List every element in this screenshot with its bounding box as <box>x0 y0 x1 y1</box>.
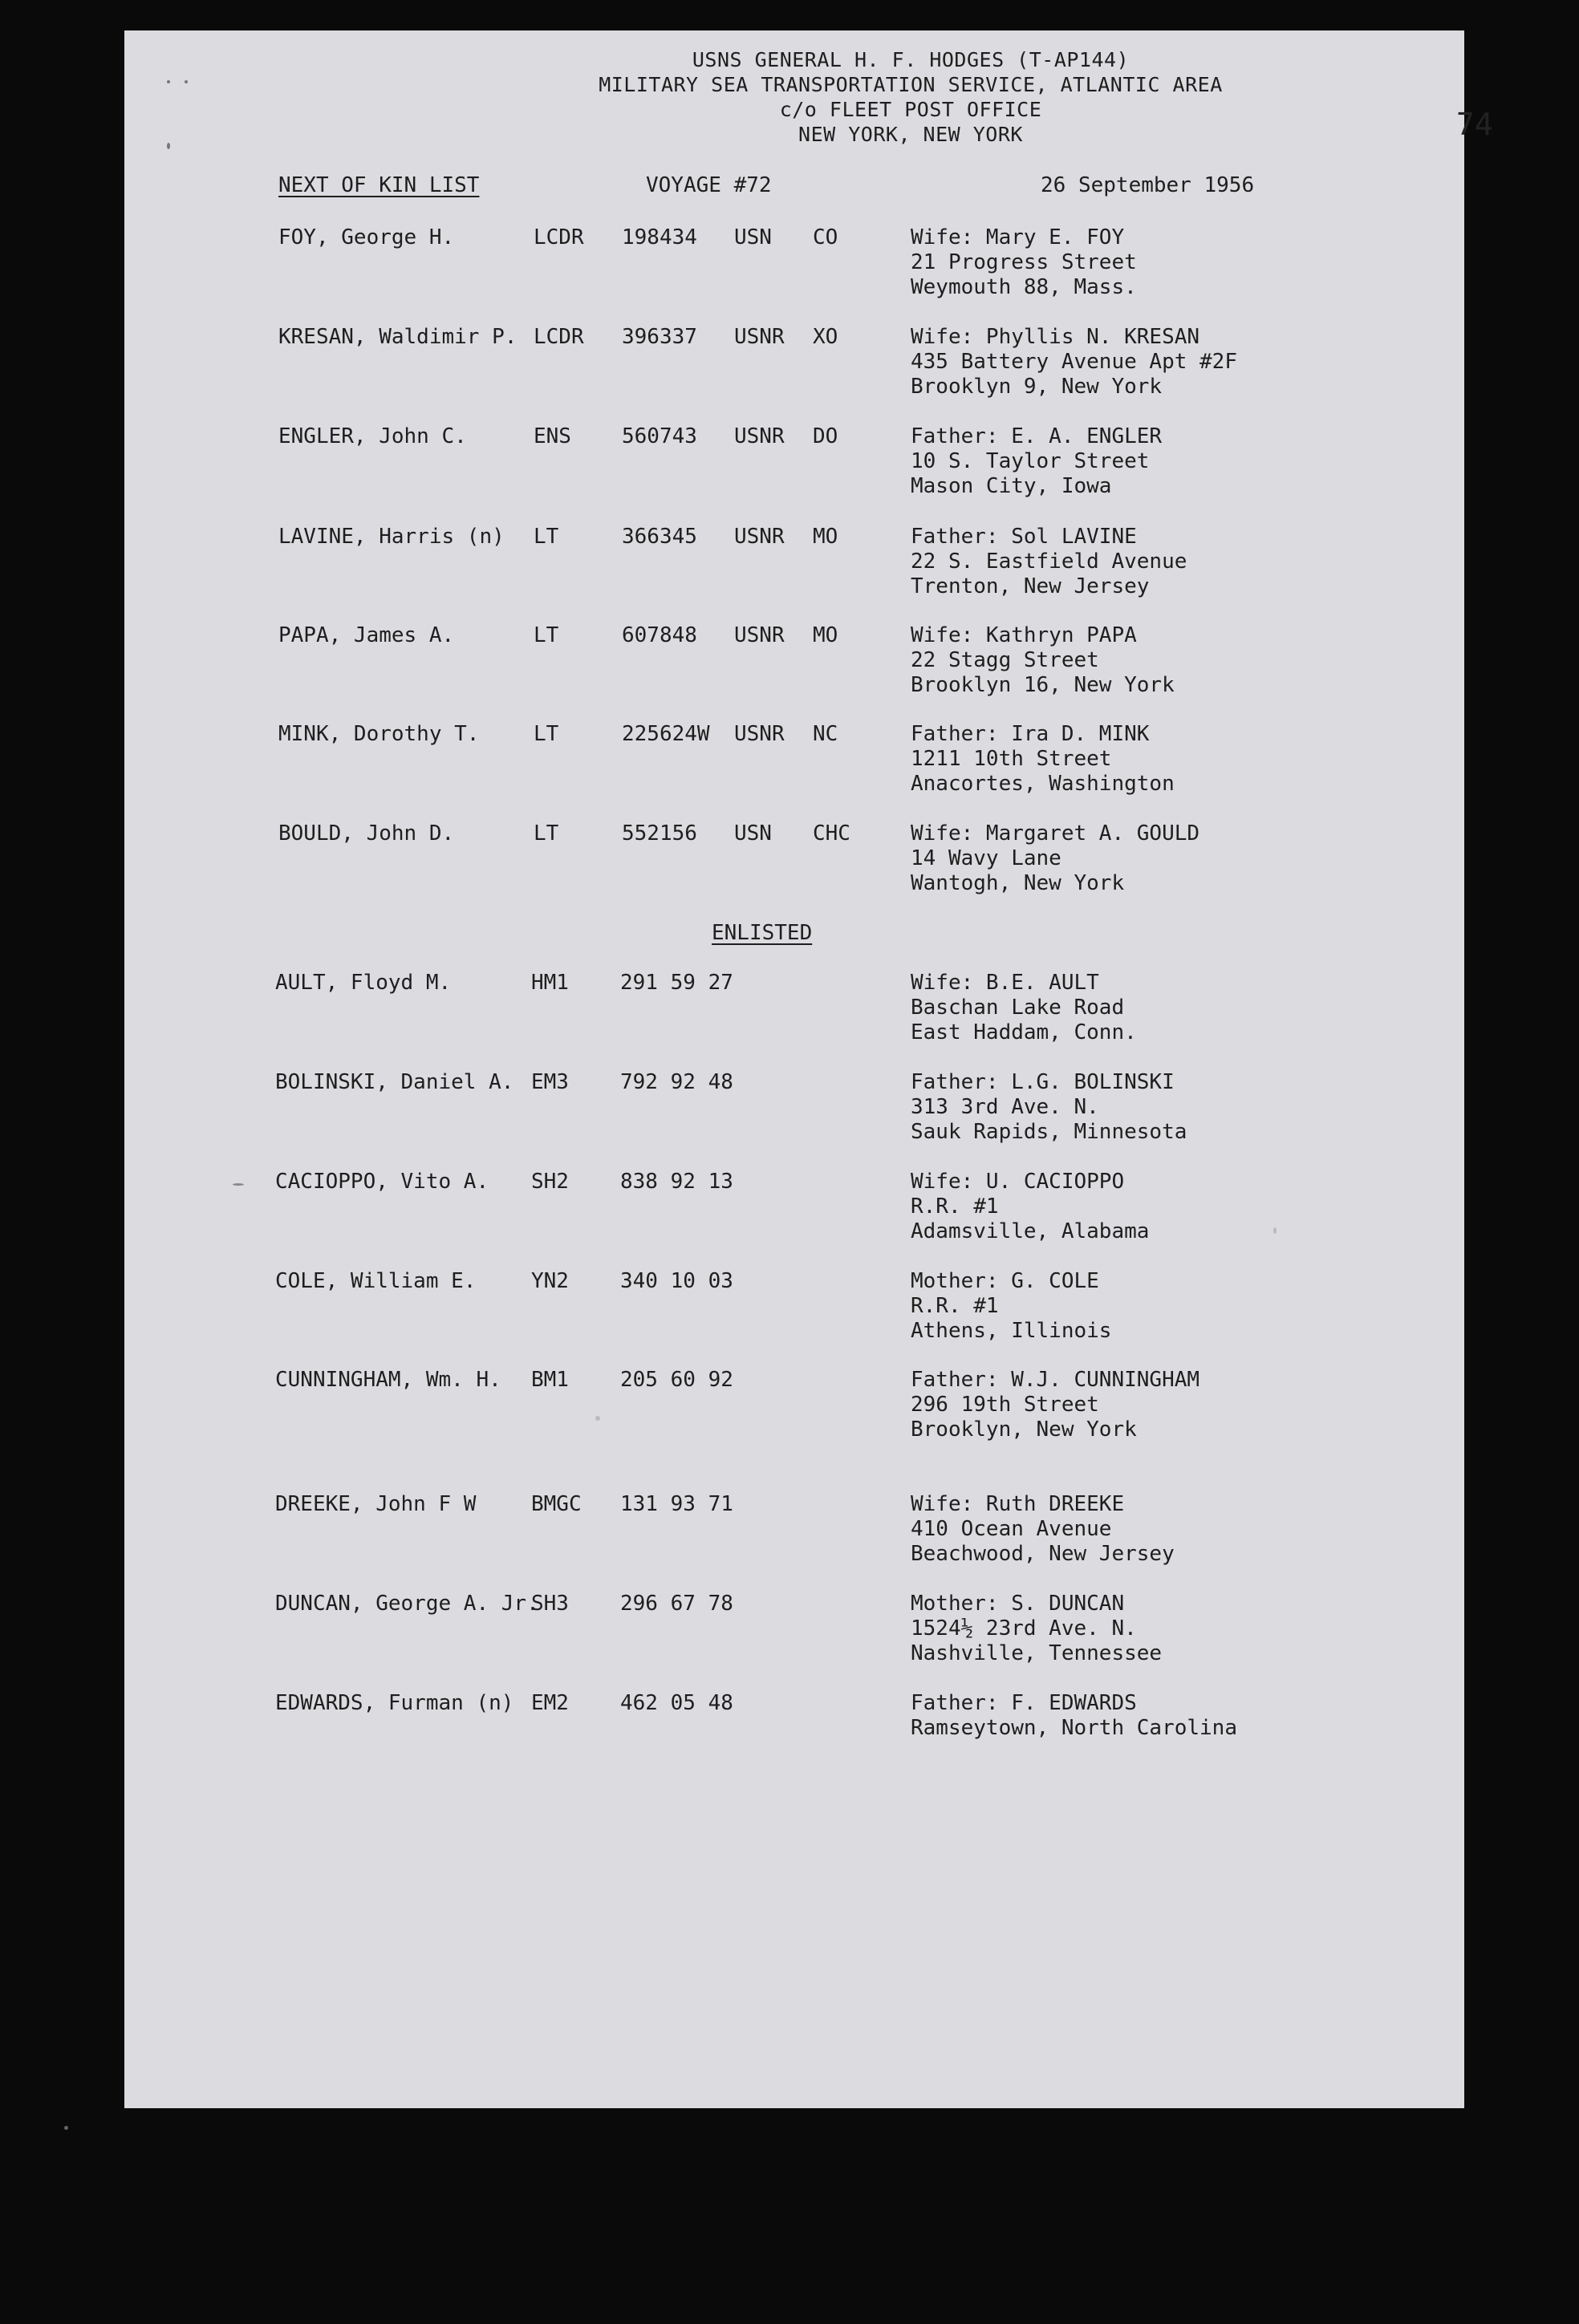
officer-rank: LCDR <box>534 225 584 249</box>
next-of-kin-line: Wife: U. CACIOPPO <box>911 1170 1125 1194</box>
next-of-kin-address <box>911 424 1162 499</box>
next-of-kin-address <box>911 1269 1111 1344</box>
next-of-kin-line: 1524½ 23rd Ave. N. <box>911 1616 1137 1641</box>
enlisted-rate: BM1 <box>531 1368 569 1392</box>
next-of-kin-line: 410 Ocean Avenue <box>911 1517 1112 1541</box>
next-of-kin-line: Father: L.G. BOLINSKI <box>911 1070 1175 1094</box>
officer-rank: LT <box>534 821 559 846</box>
next-of-kin-line: 22 Stagg Street <box>911 648 1099 672</box>
next-of-kin-line: Father: F. EDWARDS <box>911 1691 1137 1715</box>
enlisted-service-number: 205 60 92 <box>620 1368 733 1392</box>
next-of-kin-line: Athens, Illinois <box>911 1319 1112 1343</box>
film-speck <box>167 80 170 83</box>
officer-name: LAVINE, Harris (n) <box>278 525 505 549</box>
officer-service: USNR <box>734 722 785 746</box>
enlisted-service-number: 340 10 03 <box>620 1269 733 1293</box>
officer-service: USNR <box>734 525 785 549</box>
enlisted-name: DREEKE, John F W <box>275 1492 477 1516</box>
officer-rank: LT <box>534 623 559 647</box>
officer-rank: LT <box>534 722 559 746</box>
officer-billet: DO <box>813 424 838 448</box>
officer-service: USNR <box>734 424 785 448</box>
officer-service-number: 552156 <box>622 821 697 846</box>
header-ship-name: USNS GENERAL H. F. HODGES (T-AP144) <box>692 48 1130 71</box>
next-of-kin-line: East Haddam, Conn. <box>911 1020 1137 1044</box>
enlisted-name: CUNNINGHAM, Wm. H. <box>275 1368 501 1392</box>
next-of-kin-line: Father: Sol LAVINE <box>911 525 1137 549</box>
officer-name: ENGLER, John C. <box>278 424 467 448</box>
next-of-kin-line: Father: E. A. ENGLER <box>911 424 1163 448</box>
officer-rank: ENS <box>534 424 571 448</box>
enlisted-name: COLE, William E. <box>275 1269 477 1293</box>
next-of-kin-line: 296 19th Street <box>911 1393 1099 1417</box>
officer-name: KRESAN, Waldimir P. <box>278 325 518 349</box>
officer-service: USNR <box>734 325 785 349</box>
next-of-kin-address <box>911 722 1175 797</box>
next-of-kin-line: R.R. #1 <box>911 1194 999 1219</box>
next-of-kin-line: 14 Wavy Lane <box>911 846 1061 870</box>
officer-billet: NC <box>813 722 838 746</box>
header-post-office: c/o FLEET POST OFFICE <box>779 98 1042 121</box>
document-page <box>124 30 1493 2108</box>
list-date: 26 September 1956 <box>1041 173 1255 197</box>
next-of-kin-line: Mother: S. DUNCAN <box>911 1592 1125 1616</box>
next-of-kin-line: 10 S. Taylor Street <box>911 449 1150 473</box>
enlisted-rate: SH2 <box>531 1170 569 1194</box>
next-of-kin-line: Wife: Ruth DREEKE <box>911 1492 1125 1516</box>
next-of-kin-address <box>911 1368 1199 1442</box>
film-speck <box>167 143 170 149</box>
next-of-kin-line: Wife: Mary E. FOY <box>911 225 1125 249</box>
next-of-kin-line: Anacortes, Washington <box>911 772 1175 796</box>
header-service: MILITARY SEA TRANSPORTATION SERVICE, ATLANTIC AREA <box>599 73 1223 96</box>
officer-billet: XO <box>813 325 838 349</box>
next-of-kin-address <box>911 1492 1175 1567</box>
next-of-kin-address <box>911 1070 1187 1145</box>
next-of-kin-address <box>911 821 1199 896</box>
list-title: NEXT OF KIN LIST <box>278 173 480 197</box>
officer-service: USN <box>734 225 772 249</box>
next-of-kin-line: Mason City, Iowa <box>911 474 1112 498</box>
header-city: NEW YORK, NEW YORK <box>798 123 1023 146</box>
next-of-kin-line: Weymouth 88, Mass. <box>911 275 1137 299</box>
enlisted-name: EDWARDS, Furman (n) <box>275 1691 514 1715</box>
next-of-kin-address <box>911 1691 1237 1741</box>
next-of-kin-address <box>911 525 1187 599</box>
enlisted-rate: HM1 <box>531 971 569 995</box>
next-of-kin-line: Father: W.J. CUNNINGHAM <box>911 1368 1200 1392</box>
next-of-kin-line: R.R. #1 <box>911 1294 999 1318</box>
officer-service-number: 396337 <box>622 325 697 349</box>
enlisted-service-number: 792 92 48 <box>620 1070 733 1094</box>
officer-billet: MO <box>813 623 838 647</box>
enlisted-name: BOLINSKI, Daniel A. <box>275 1070 514 1094</box>
next-of-kin-line: Father: Ira D. MINK <box>911 722 1150 746</box>
paper-speck <box>1273 1227 1277 1234</box>
next-of-kin-line: Mother: G. COLE <box>911 1269 1099 1293</box>
enlisted-name: CACIOPPO, Vito A. <box>275 1170 489 1194</box>
officer-service: USN <box>734 821 772 846</box>
next-of-kin-line: Baschan Lake Road <box>911 996 1125 1020</box>
enlisted-rate: SH3 <box>531 1592 569 1616</box>
voyage-number: VOYAGE #72 <box>646 173 772 197</box>
enlisted-name: AULT, Floyd M. <box>275 971 452 995</box>
next-of-kin-line: 22 S. Eastfield Avenue <box>911 550 1187 574</box>
officer-service-number: 225624W <box>622 722 710 746</box>
next-of-kin-line: Wantogh, New York <box>911 871 1125 895</box>
enlisted-service-number: 291 59 27 <box>620 971 733 995</box>
officer-service-number: 560743 <box>622 424 697 448</box>
next-of-kin-line: 313 3rd Ave. N. <box>911 1095 1099 1119</box>
next-of-kin-line: Ramseytown, North Carolina <box>911 1716 1237 1740</box>
film-speck <box>64 2126 68 2130</box>
next-of-kin-line: Adamsville, Alabama <box>911 1219 1150 1243</box>
enlisted-rate: EM2 <box>531 1691 569 1715</box>
officer-name: PAPA, James A. <box>278 623 455 647</box>
enlisted-rate: BMGC <box>531 1492 582 1516</box>
officer-rank: LT <box>534 525 559 549</box>
next-of-kin-line: Wife: Margaret A. GOULD <box>911 821 1200 846</box>
next-of-kin-line: Beachwood, New Jersey <box>911 1542 1175 1566</box>
next-of-kin-line: Trenton, New Jersey <box>911 574 1150 598</box>
next-of-kin-line: 435 Battery Avenue Apt #2F <box>911 350 1237 374</box>
page-number: 74 <box>1456 107 1493 142</box>
enlisted-service-number: 838 92 13 <box>620 1170 733 1194</box>
next-of-kin-address <box>911 325 1237 400</box>
film-speck <box>185 80 188 83</box>
officer-service-number: 607848 <box>622 623 697 647</box>
enlisted-service-number: 462 05 48 <box>620 1691 733 1715</box>
paper-speck <box>595 1416 600 1421</box>
enlisted-name: DUNCAN, George A. Jr. <box>275 1592 539 1616</box>
next-of-kin-address <box>911 1592 1162 1666</box>
officer-billet: MO <box>813 525 838 549</box>
officer-service: USNR <box>734 623 785 647</box>
next-of-kin-address <box>911 971 1137 1045</box>
next-of-kin-line: Wife: Kathryn PAPA <box>911 623 1137 647</box>
next-of-kin-address <box>911 623 1175 698</box>
officer-name: MINK, Dorothy T. <box>278 722 480 746</box>
officer-billet: CHC <box>813 821 850 846</box>
next-of-kin-line: Brooklyn 9, New York <box>911 375 1163 399</box>
next-of-kin-line: Nashville, Tennessee <box>911 1641 1163 1665</box>
next-of-kin-line: Brooklyn, New York <box>911 1418 1137 1442</box>
next-of-kin-line: Brooklyn 16, New York <box>911 673 1175 697</box>
officer-name: BOULD, John D. <box>278 821 455 846</box>
next-of-kin-line: 1211 10th Street <box>911 747 1112 771</box>
next-of-kin-address <box>911 1170 1149 1244</box>
enlisted-heading: ENLISTED <box>712 921 813 945</box>
next-of-kin-line: Wife: B.E. AULT <box>911 971 1099 995</box>
next-of-kin-line: 21 Progress Street <box>911 250 1137 274</box>
officer-billet: CO <box>813 225 838 249</box>
officer-rank: LCDR <box>534 325 584 349</box>
film-speck <box>233 1183 244 1186</box>
officer-name: FOY, George H. <box>278 225 455 249</box>
officer-service-number: 366345 <box>622 525 697 549</box>
next-of-kin-address <box>911 225 1137 300</box>
enlisted-service-number: 296 67 78 <box>620 1592 733 1616</box>
enlisted-rate: EM3 <box>531 1070 569 1094</box>
enlisted-service-number: 131 93 71 <box>620 1492 733 1516</box>
officer-service-number: 198434 <box>622 225 697 249</box>
next-of-kin-line: Sauk Rapids, Minnesota <box>911 1120 1187 1144</box>
enlisted-rate: YN2 <box>531 1269 569 1293</box>
next-of-kin-line: Wife: Phyllis N. KRESAN <box>911 325 1200 349</box>
